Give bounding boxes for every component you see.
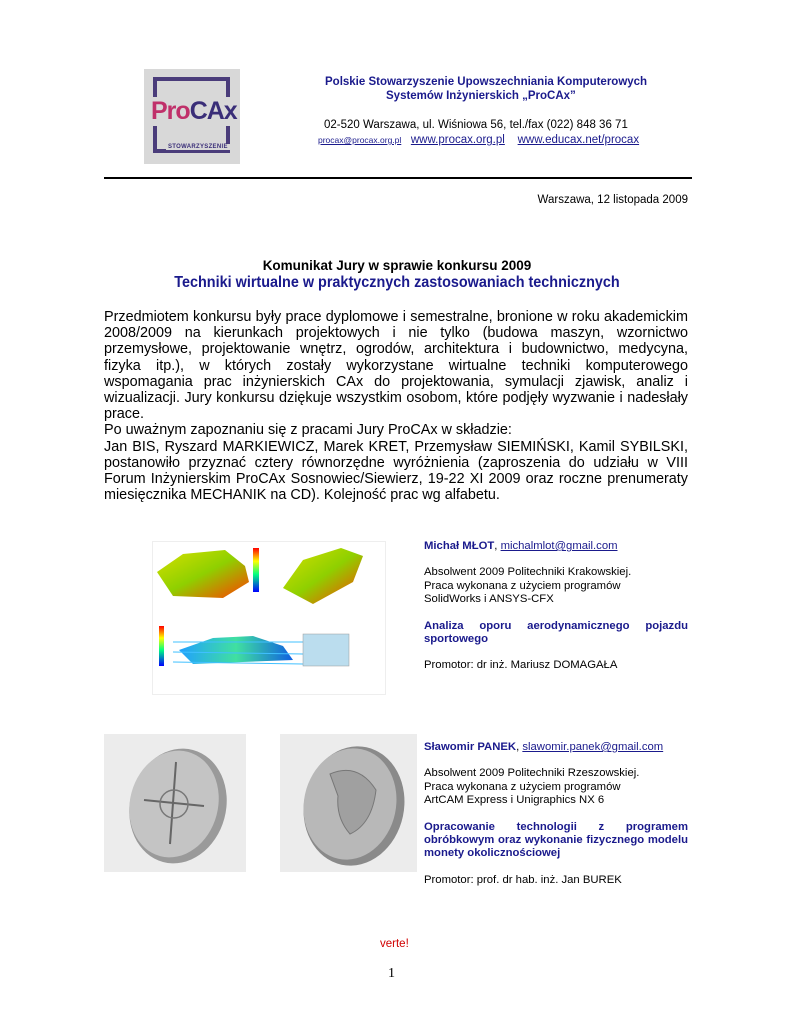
org-name-line1: Polskie Stowarzyszenie Upowszechniania Komputerowych — [325, 76, 648, 88]
award-1-promotor: Promotor: dr inż. Mariusz DOMAGAŁA — [424, 659, 618, 672]
award-1-software: SolidWorks i ANSYS-CFX — [424, 593, 554, 606]
award-1: Michał MŁOT, michalmlot@gmail.com Absolwent 2009 Politechniki Krakowskiej. Praca wykonana z użyciem programów SolidWorks i ANSYS-CFX Analiza oporu aerodynamicznego pojazdu sportowego Promotor: dr inż. Mariusz DOMAGAŁA — [424, 540, 688, 672]
org-name-line2: Systemów Inżynierskich „ProCAx” — [386, 90, 576, 102]
award-2: Sławomir PANEK, slawomir.panek@gmail.com Absolwent 2009 Politechniki Rzeszowskiej. Praca wykonana z użyciem programów ArtCAM Express i Unigraphics NX 6 Opracowanie technologii z programem obróbkowym oraz wykonanie fizycznego modelu monety okolicznościowej Promotor: prof. dr hab. inż. Jan BUREK — [424, 741, 688, 886]
header-links — [318, 134, 639, 146]
document-subtitle: Techniki wirtualne w praktycznych zastosowaniach technicznych — [174, 274, 620, 291]
header-divider — [104, 177, 692, 179]
award-2-promotor: Promotor: prof. dr hab. inż. Jan BUREK — [424, 873, 622, 886]
coin-reverse-image — [104, 734, 246, 872]
award-1-title: Analiza oporu aerodynamicznego pojazdu sportowego — [424, 619, 688, 646]
body-paragraph-3: Jan BIS, Ryszard MARKIEWICZ, Marek KRET, Przemysław SIEMIŃSKI, Kamil SYBILSKI, postanowiło przyznać cztery równorzędne wyróżnienia (zaproszenia do udziału w VIII Forum Inżynierskim ProCAx Sosnowiec/Siewierz, 19-22 XI 2009 oraz roczne prenumeraty miesięcznika MECHANIK na CD). Kolejność prac wg alfabetu. — [104, 438, 688, 504]
org-address: 02-520 Warszawa, ul. Wiśniowa 56, tel./fax (022) 848 36 71 — [324, 119, 628, 131]
award-2-software: ArtCAM Express i Unigraphics NX 6 — [424, 794, 605, 807]
award-2-software-intro: Praca wykonana z użyciem programów — [424, 780, 621, 793]
web-link-procax[interactable]: www.procax.org.pl — [410, 134, 505, 146]
award-2-email-link[interactable]: slawomir.panek@gmail.com — [522, 741, 664, 753]
procax-logo — [144, 69, 240, 164]
document-title: Komunikat Jury w sprawie konkursu 2009 — [262, 258, 532, 273]
verte-note: verte! — [380, 938, 409, 950]
award-1-name: Michał MŁOT — [424, 540, 495, 552]
award-1-email-link[interactable]: michalmlot@gmail.com — [500, 540, 618, 552]
body-paragraph-1: Przedmiotem konkursu były prace dyplomowe i semestralne, bronione w roku akademickim 2008/2009 na kierunkach projektowych i nie tylko (budowa maszyn, wzornictwo przemysłowe, projektowanie wnętrz, ogrodów, architektura i budownictwo, medycyna, fizyka itp.), w których zostały wykorzystane wirtualne techniki komputerowego wspomagania prac inżynierskich CAx do projektowania, symulacji zjawisk, analiz i wizualizacji. Jury konkursu dziękuje wszystkim osobom, które podjęły wyzwanie i nadesłały prace. — [104, 309, 688, 423]
page-number: 1 — [388, 966, 395, 981]
coin-obverse-image — [280, 734, 417, 872]
award-2-name: Sławomir PANEK — [424, 741, 517, 753]
body-paragraph-2: Po uważnym zapoznaniu się z pracami Jury ProCAx w składzie: — [104, 422, 512, 439]
award-2-title: Opracowanie technologii z programem obróbkowym oraz wykonanie fizycznego modelu monety okolicznościowej — [424, 820, 688, 860]
award-2-school: Absolwent 2009 Politechniki Rzeszowskiej. — [424, 767, 640, 780]
cfd-car-image — [152, 541, 386, 695]
web-link-educax[interactable]: www.educax.net/procax — [517, 134, 640, 146]
body-text — [104, 309, 688, 503]
letter-date: Warszawa, 12 listopada 2009 — [537, 194, 688, 206]
award-1-software-intro: Praca wykonana z użyciem programów — [424, 579, 621, 592]
email-link[interactable]: procax@procax.org.pl — [318, 135, 402, 145]
logo-text: ProCAx — [151, 97, 237, 125]
award-1-school: Absolwent 2009 Politechniki Krakowskiej. — [424, 566, 632, 579]
logo-subtitle: STOWARZYSZENIE — [168, 144, 228, 150]
